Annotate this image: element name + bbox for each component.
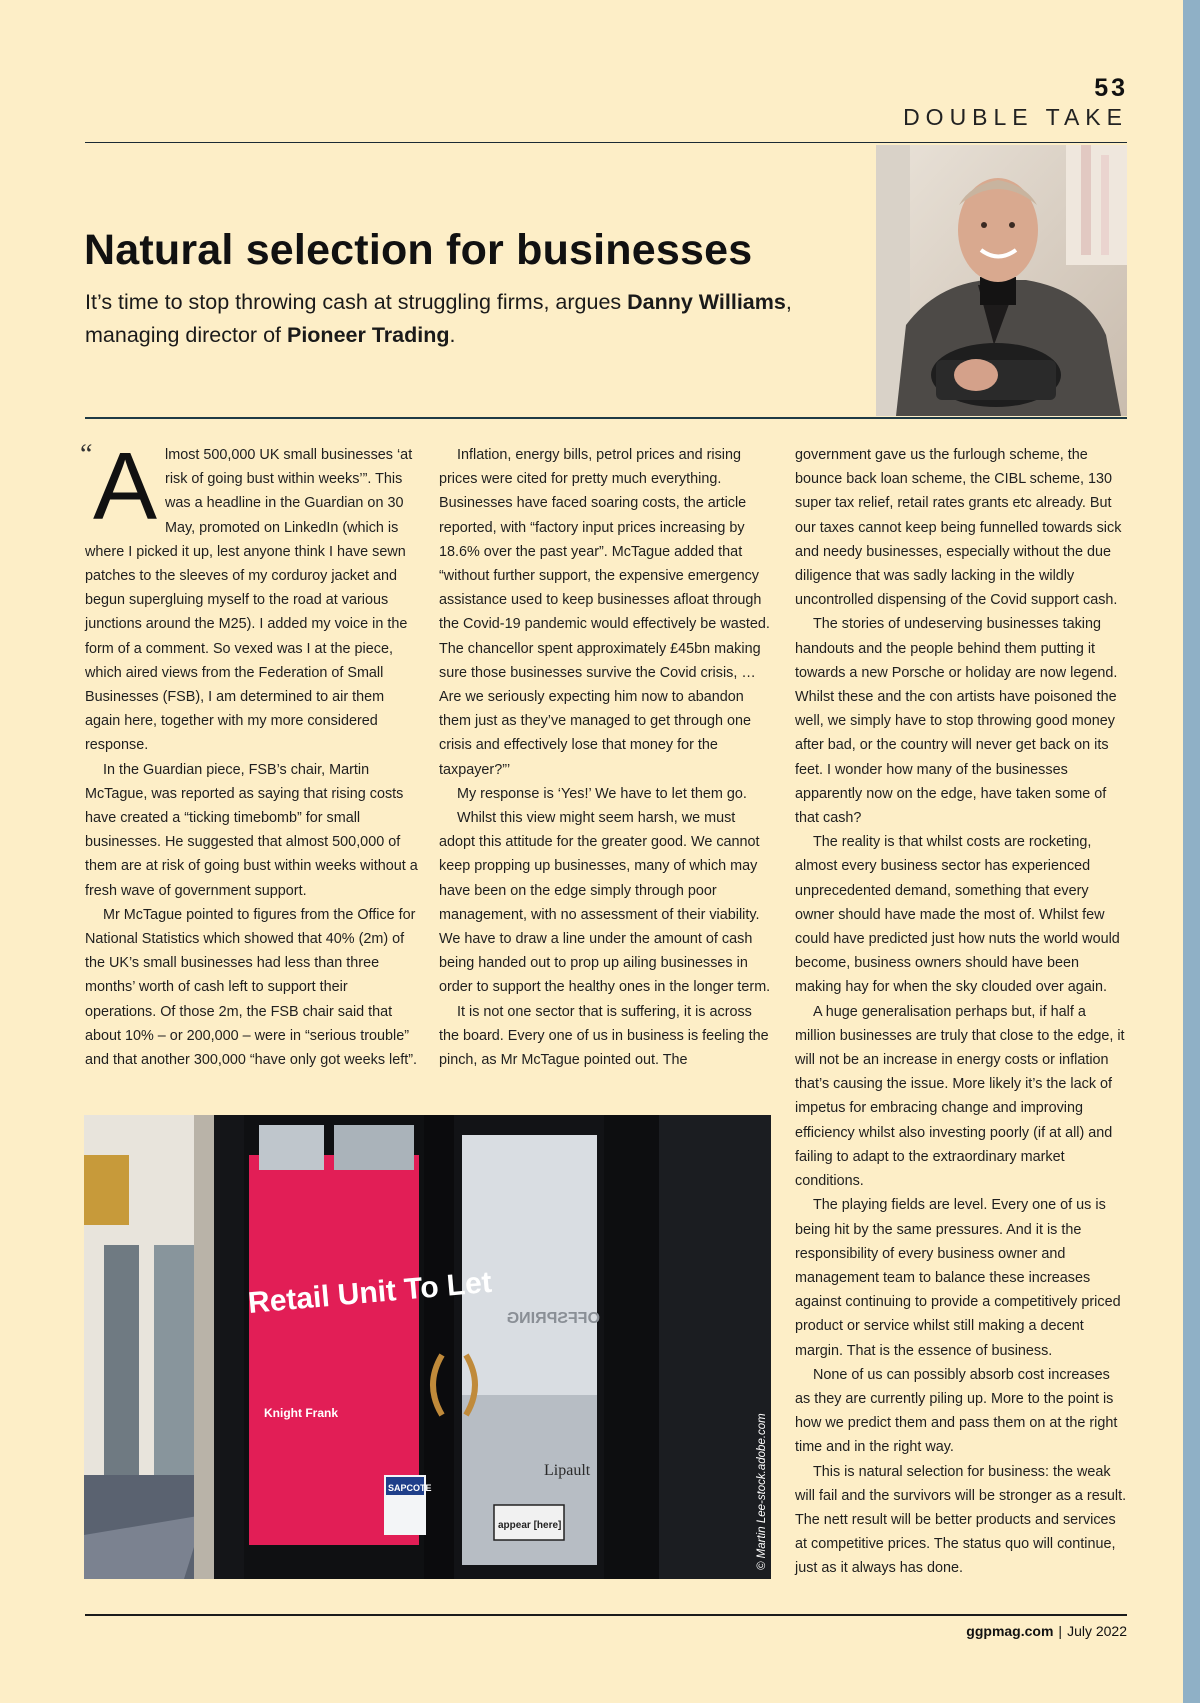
- standfirst-text: It’s time to stop throwing cash at struggling firms, argues: [85, 290, 628, 314]
- brand-label: Lipault: [544, 1462, 591, 1479]
- article-paragraph: government gave us the furlough scheme, the bounce back loan scheme, the CIBL scheme, 130 super tax relief, retail rates grants etc already. But our taxes cannot keep being funnelled towards sick and needy businesses, especially without the due diligence that was sadly lacking in the wildly uncontrolled dispensing of the Covid support cash.: [795, 447, 1122, 609]
- article-paragraph: In the Guardian piece, FSB’s chair, Martin McTague, was reported as saying that rising costs have created a “ticking timebomb” for small businesses. He suggested that almost 500,000 of them are at risk of going bust within weeks without a fresh wave of government support.: [85, 761, 418, 899]
- agent-board: SAPCOTE: [388, 1483, 432, 1493]
- footer-separator: |: [1058, 1623, 1063, 1639]
- article-paragraph: Inflation, energy bills, petrol prices and rising prices were cited for pretty much everything. Businesses have faced soaring costs, the article reported, with “factory input prices increasing by 18.6% over the past year”. McTague added that “without further support, the expensive emergency assistance used to keep businesses afloat through the Covid-19 pandemic would effectively be wasted. The chancellor spent approximately £45bn making sure those businesses survive the Covid crisis, … Are we seriously expecting him now to abandon them just as they’ve managed to get through one crisis and effectively lose that money for the taxpayer?”’: [439, 447, 770, 778]
- article-column-2: [439, 443, 772, 1072]
- page-footer: [966, 1623, 1127, 1639]
- article-headline: Natural selection for businesses: [84, 226, 753, 274]
- article-column-3: [795, 443, 1128, 1581]
- article-paragraph: My response is ‘Yes!’ We have to let them go.: [457, 785, 747, 802]
- headline-divider: [85, 417, 1127, 419]
- standfirst-text: .: [449, 323, 456, 347]
- article-standfirst: [85, 286, 865, 352]
- company-name: Pioneer Trading: [286, 323, 450, 347]
- article-paragraph: [85, 433, 418, 758]
- section-title: DOUBLE TAKE: [903, 104, 1128, 130]
- article-paragraph: The playing fields are level. Every one of us is being hit by the same pressures. And it is the responsibility of every business owner and management team to balance these increases against continuing to provide a competitively priced product or service whilst still making a decent margin. That is the essence of business.: [795, 1197, 1121, 1359]
- to-let-sign: Retail Unit To Let: [246, 1265, 494, 1320]
- article-paragraph: None of us can possibly absorb cost increases as they are currently piling up. More to the point is how we predict them and pass them on at the right time and in the right way.: [795, 1366, 1118, 1456]
- article-paragraph: The stories of undeserving businesses taking handouts and the people behind them putting it towards a new Porsche or holiday are now legend. Whilst these and the con artists have poisoned the well, we simply have to stop throwing good money after bad, or the country will never get back on its feet. I wonder how many of the businesses apparently now on the edge, have taken some of that cash?: [795, 616, 1118, 827]
- opening-quote-mark: “: [80, 439, 93, 470]
- article-column-1: [85, 433, 418, 1072]
- author-portrait: [876, 145, 1127, 416]
- footer-date: July 2022: [1067, 1623, 1127, 1639]
- mirrored-shop-sign: OFFSPRING: [506, 1310, 600, 1327]
- shopfront-photo: [84, 1115, 771, 1579]
- photo-credit: © Martin Lee-stock.adobe.com: [756, 1413, 768, 1570]
- article-paragraph: This is natural selection for business: the weak will fail and the survivors will be stronger as a result. The nett result will be better products and services at competitive prices. The status quo will continue, just as it always has done.: [795, 1463, 1127, 1577]
- page-number: 53: [1094, 74, 1128, 102]
- header-divider: [85, 142, 1127, 143]
- appear-here-label: appear [here]: [498, 1520, 562, 1531]
- article-paragraph: Whilst this view might seem harsh, we must adopt this attitude for the greater good. We cannot keep propping up businesses, many of which may have been on the edge simply through poor management, with no assessment of their viability. We have to draw a line under the amount of cash being handed out to prop up ailing businesses in order to support the healthy ones in the longer term.: [439, 810, 771, 996]
- article-paragraph: The reality is that whilst costs are rocketing, almost every business sector has experienced unprecedented demand, something that every owner should have made the most of. Whilst few could have predicted just how nuts the world would become, business owners should have been making hay for when the sky clouded over again.: [795, 834, 1120, 996]
- agent-logo: Knight Frank: [264, 1406, 338, 1420]
- author-name: Danny Williams: [627, 290, 786, 314]
- drop-cap: A: [93, 433, 158, 540]
- article-paragraph: Mr McTague pointed to figures from the Office for National Statistics which showed that 40% (2m) of the UK’s small businesses had less than three months’ worth of cash left to support their operations. Of those 2m, the FSB chair said that about 10% – or 200,000 – were in “serious trouble” and that another 300,000 “have only got weeks left”.: [85, 906, 418, 1069]
- footer-site: ggpmag.com: [966, 1623, 1054, 1639]
- article-paragraph: It is not one sector that is suffering, it is across the board. Every one of us in business is feeling the pinch, as Mr McTague pointed out. The: [439, 1003, 769, 1069]
- standfirst-text: , managing director of: [85, 290, 792, 347]
- page-edge-stripe: [1183, 0, 1200, 1703]
- article-paragraph: A huge generalisation perhaps but, if half a million businesses are truly that close to the edge, it will not be an increase in energy costs or inflation that’s causing the issue. More likely it’s the lack of impetus for embracing change and improving efficiency whilst also investing poorly (if at all) and failing to adapt to the extraordinary market conditions.: [795, 1003, 1125, 1190]
- footer-divider: [85, 1614, 1127, 1616]
- paragraph-text: lmost 500,000 UK small businesses ‘at risk of going bust within weeks’”. This was a headline in the Guardian on 30 May, promoted on LinkedIn (which is where I picked it up, lest anyone think I have sewn patches to the sleeves of my corduroy jacket and begun supergluing myself to the road at various junctions around the M25). I added my voice in the form of a comment. So vexed was I at the piece, which aired views from the Federation of Small Businesses (FSB), I am determined to air them again here, together with my more considered response.: [85, 447, 413, 754]
